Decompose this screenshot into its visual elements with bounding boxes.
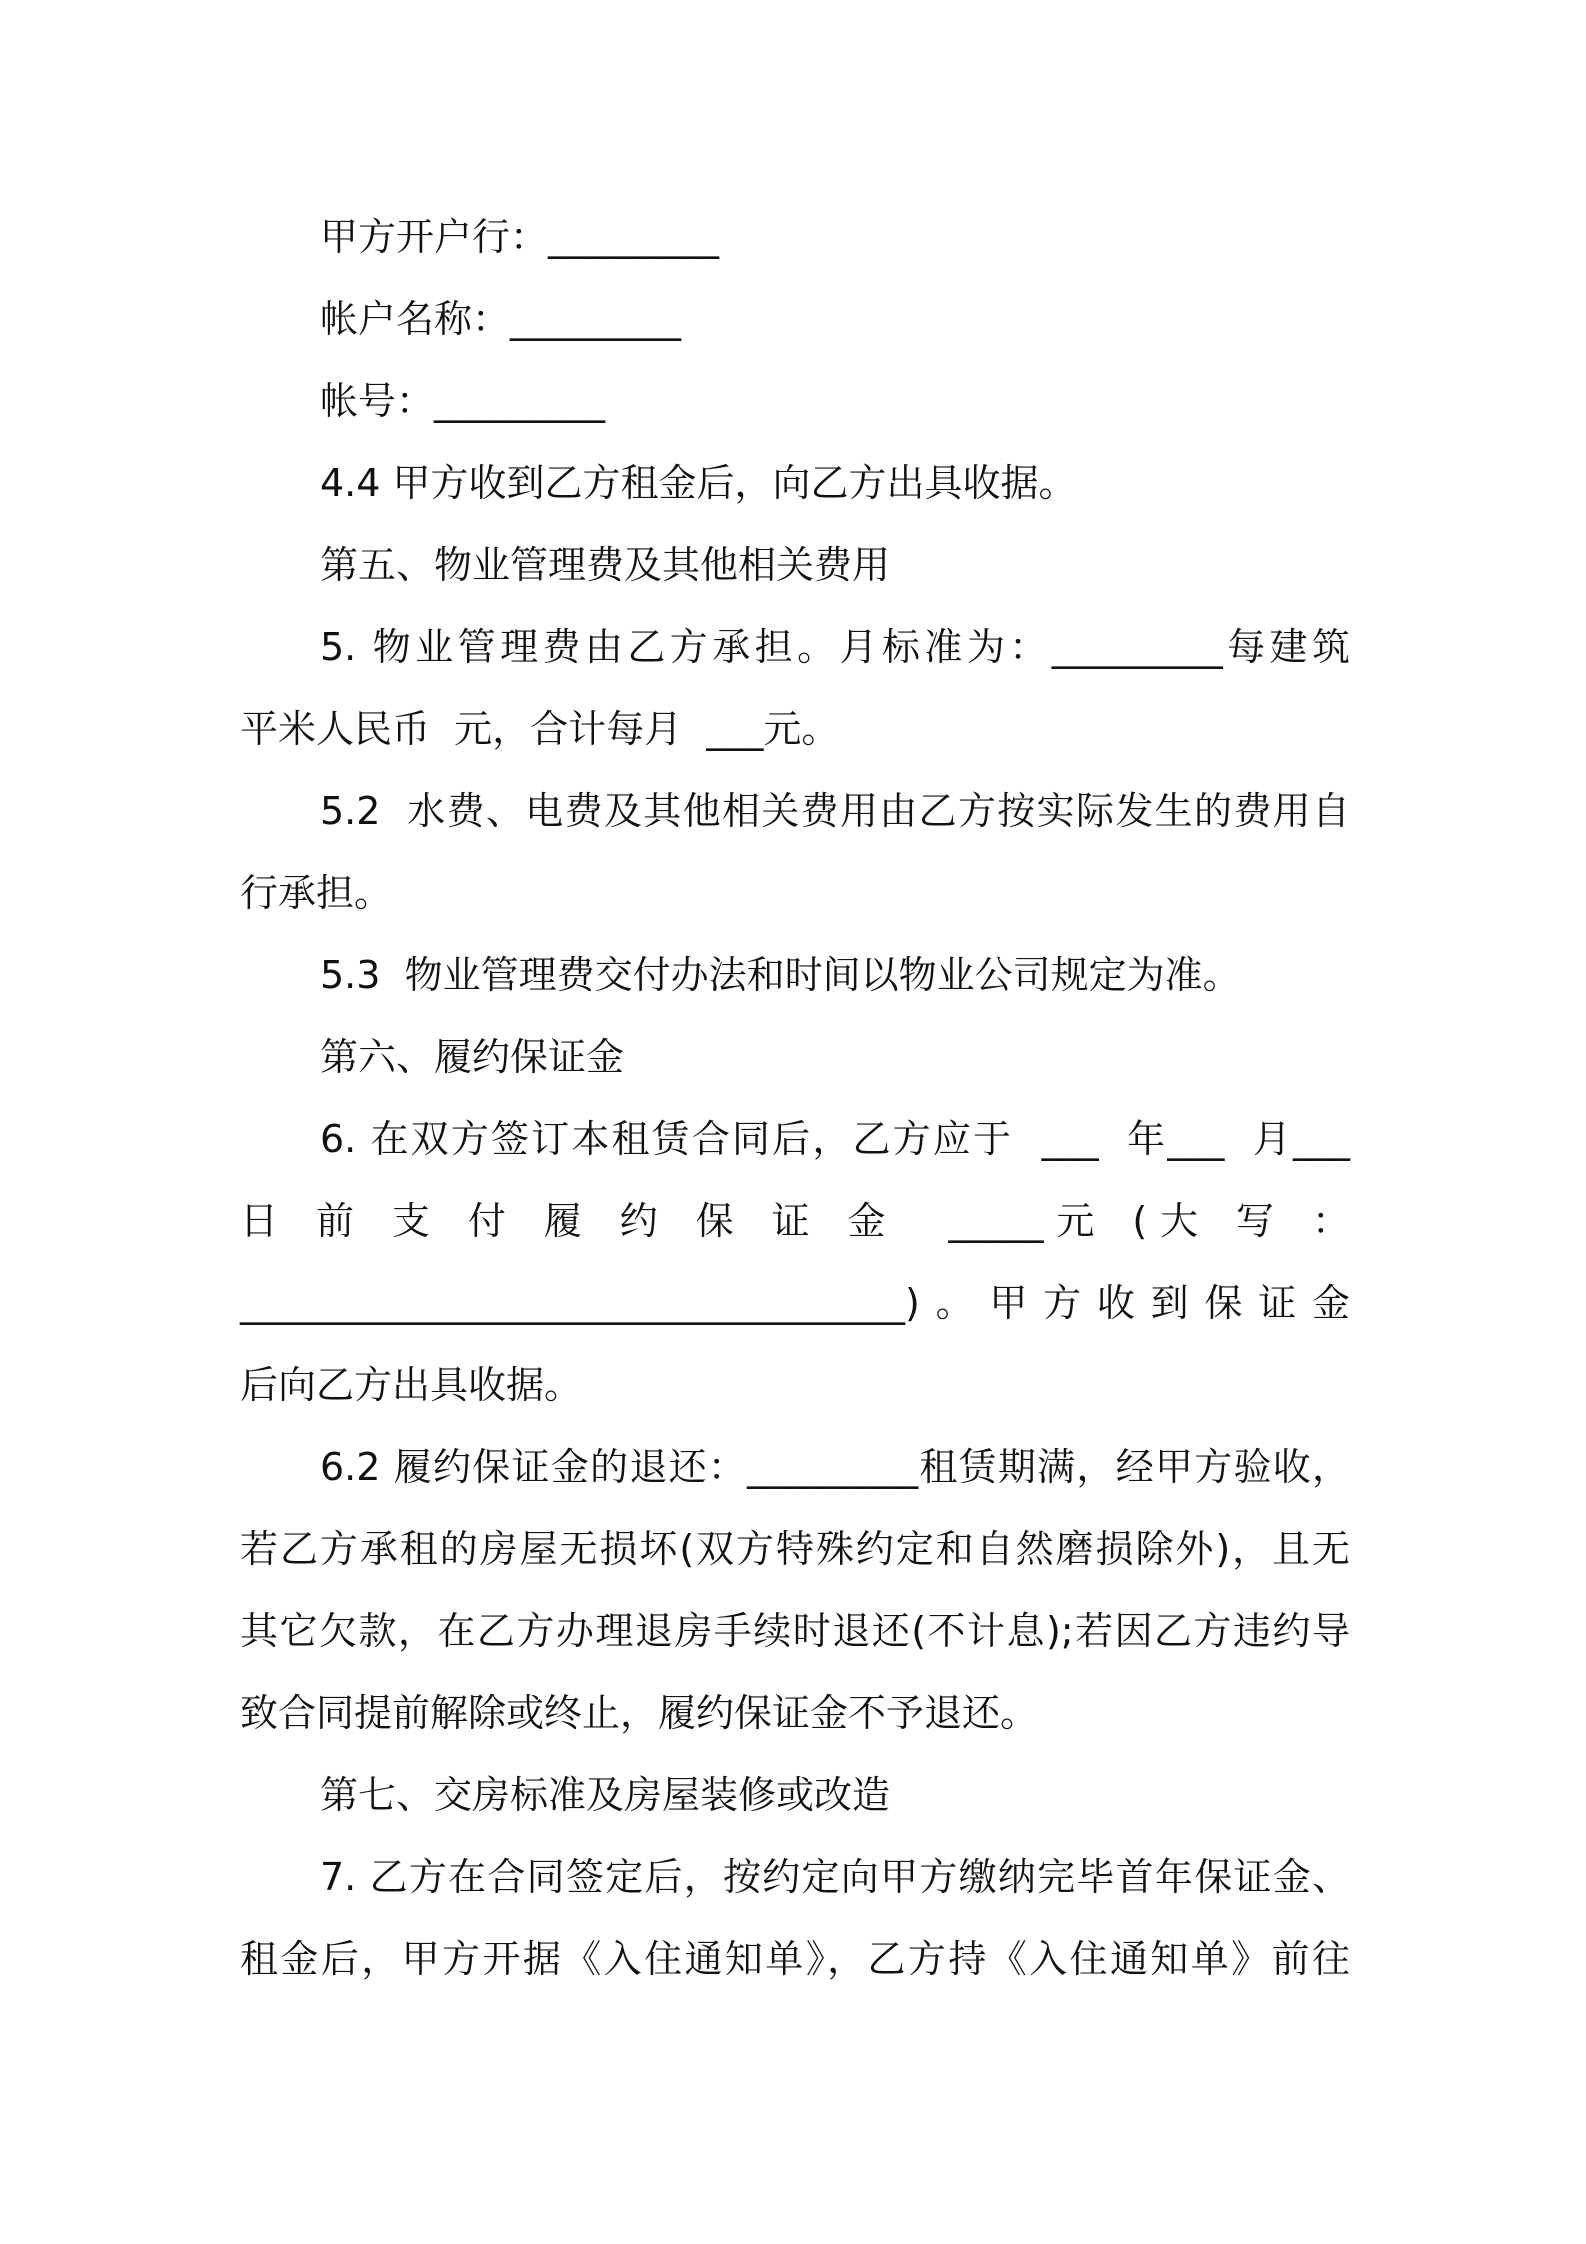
bank-line: 甲方开户行：_________ (320, 215, 720, 259)
clause-4-4: 4.4 甲方收到乙方租金后，向乙方出具收据。 (320, 461, 1077, 505)
clause-6-line-1: 6. 在双方签订本租赁合同后，乙方应于 ___ 年___ 月___ (320, 1117, 1350, 1161)
clause-6-2-line-1: 6.2 履约保证金的退还：_________租赁期满，经甲方验收， (320, 1445, 1350, 1489)
section-5-heading: 第五、物业管理费及其他相关费用 (320, 543, 891, 587)
clause-6-line-4: 后向乙方出具收据。 (240, 1363, 583, 1407)
clause-6-line-2: 日 前 支 付 履 约 保 证 金 _____元 (大 写 ： (240, 1199, 1350, 1243)
account-name-line: 帐户名称：_________ (320, 297, 682, 341)
clause-6-2-line-4: 致合同提前解除或终止，履约保证金不予退还。 (240, 1691, 1039, 1735)
clause-5-2-line-1: 5.2 水费、电费及其他相关费用由乙方按实际发生的费用自 (320, 789, 1350, 833)
clause-7-line-1: 7. 乙方在合同签定后，按约定向甲方缴纳完毕首年保证金、 (320, 1855, 1350, 1899)
clause-5-line-1: 5. 物业管理费由乙方承担。月标准为：_________每建筑 (320, 625, 1350, 669)
account-number-line: 帐号：_________ (320, 379, 606, 423)
clause-6-line-3: ___________________________________)。甲方收到保证金 (240, 1281, 1350, 1325)
clause-5-2-line-2: 行承担。 (240, 871, 393, 915)
document-page (240, 196, 1350, 2000)
clause-5-line-2: 平米人民币 元，合计每月 ___元。 (240, 707, 840, 751)
clause-5-3: 5.3 物业管理费交付办法和时间以物业公司规定为准。 (320, 953, 1241, 997)
clause-7-line-2: 租金后，甲方开据《入住通知单》，乙方持《入住通知单》前往 (240, 1937, 1350, 1981)
section-7-heading: 第七、交房标准及房屋装修或改造 (320, 1773, 891, 1817)
clause-6-2-line-3: 其它欠款，在乙方办理退房手续时退还(不计息);若因乙方违约导 (240, 1609, 1350, 1653)
clause-6-2-line-2: 若乙方承租的房屋无损坏(双方特殊约定和自然磨损除外)，且无 (240, 1527, 1350, 1571)
section-6-heading: 第六、履约保证金 (320, 1035, 625, 1079)
